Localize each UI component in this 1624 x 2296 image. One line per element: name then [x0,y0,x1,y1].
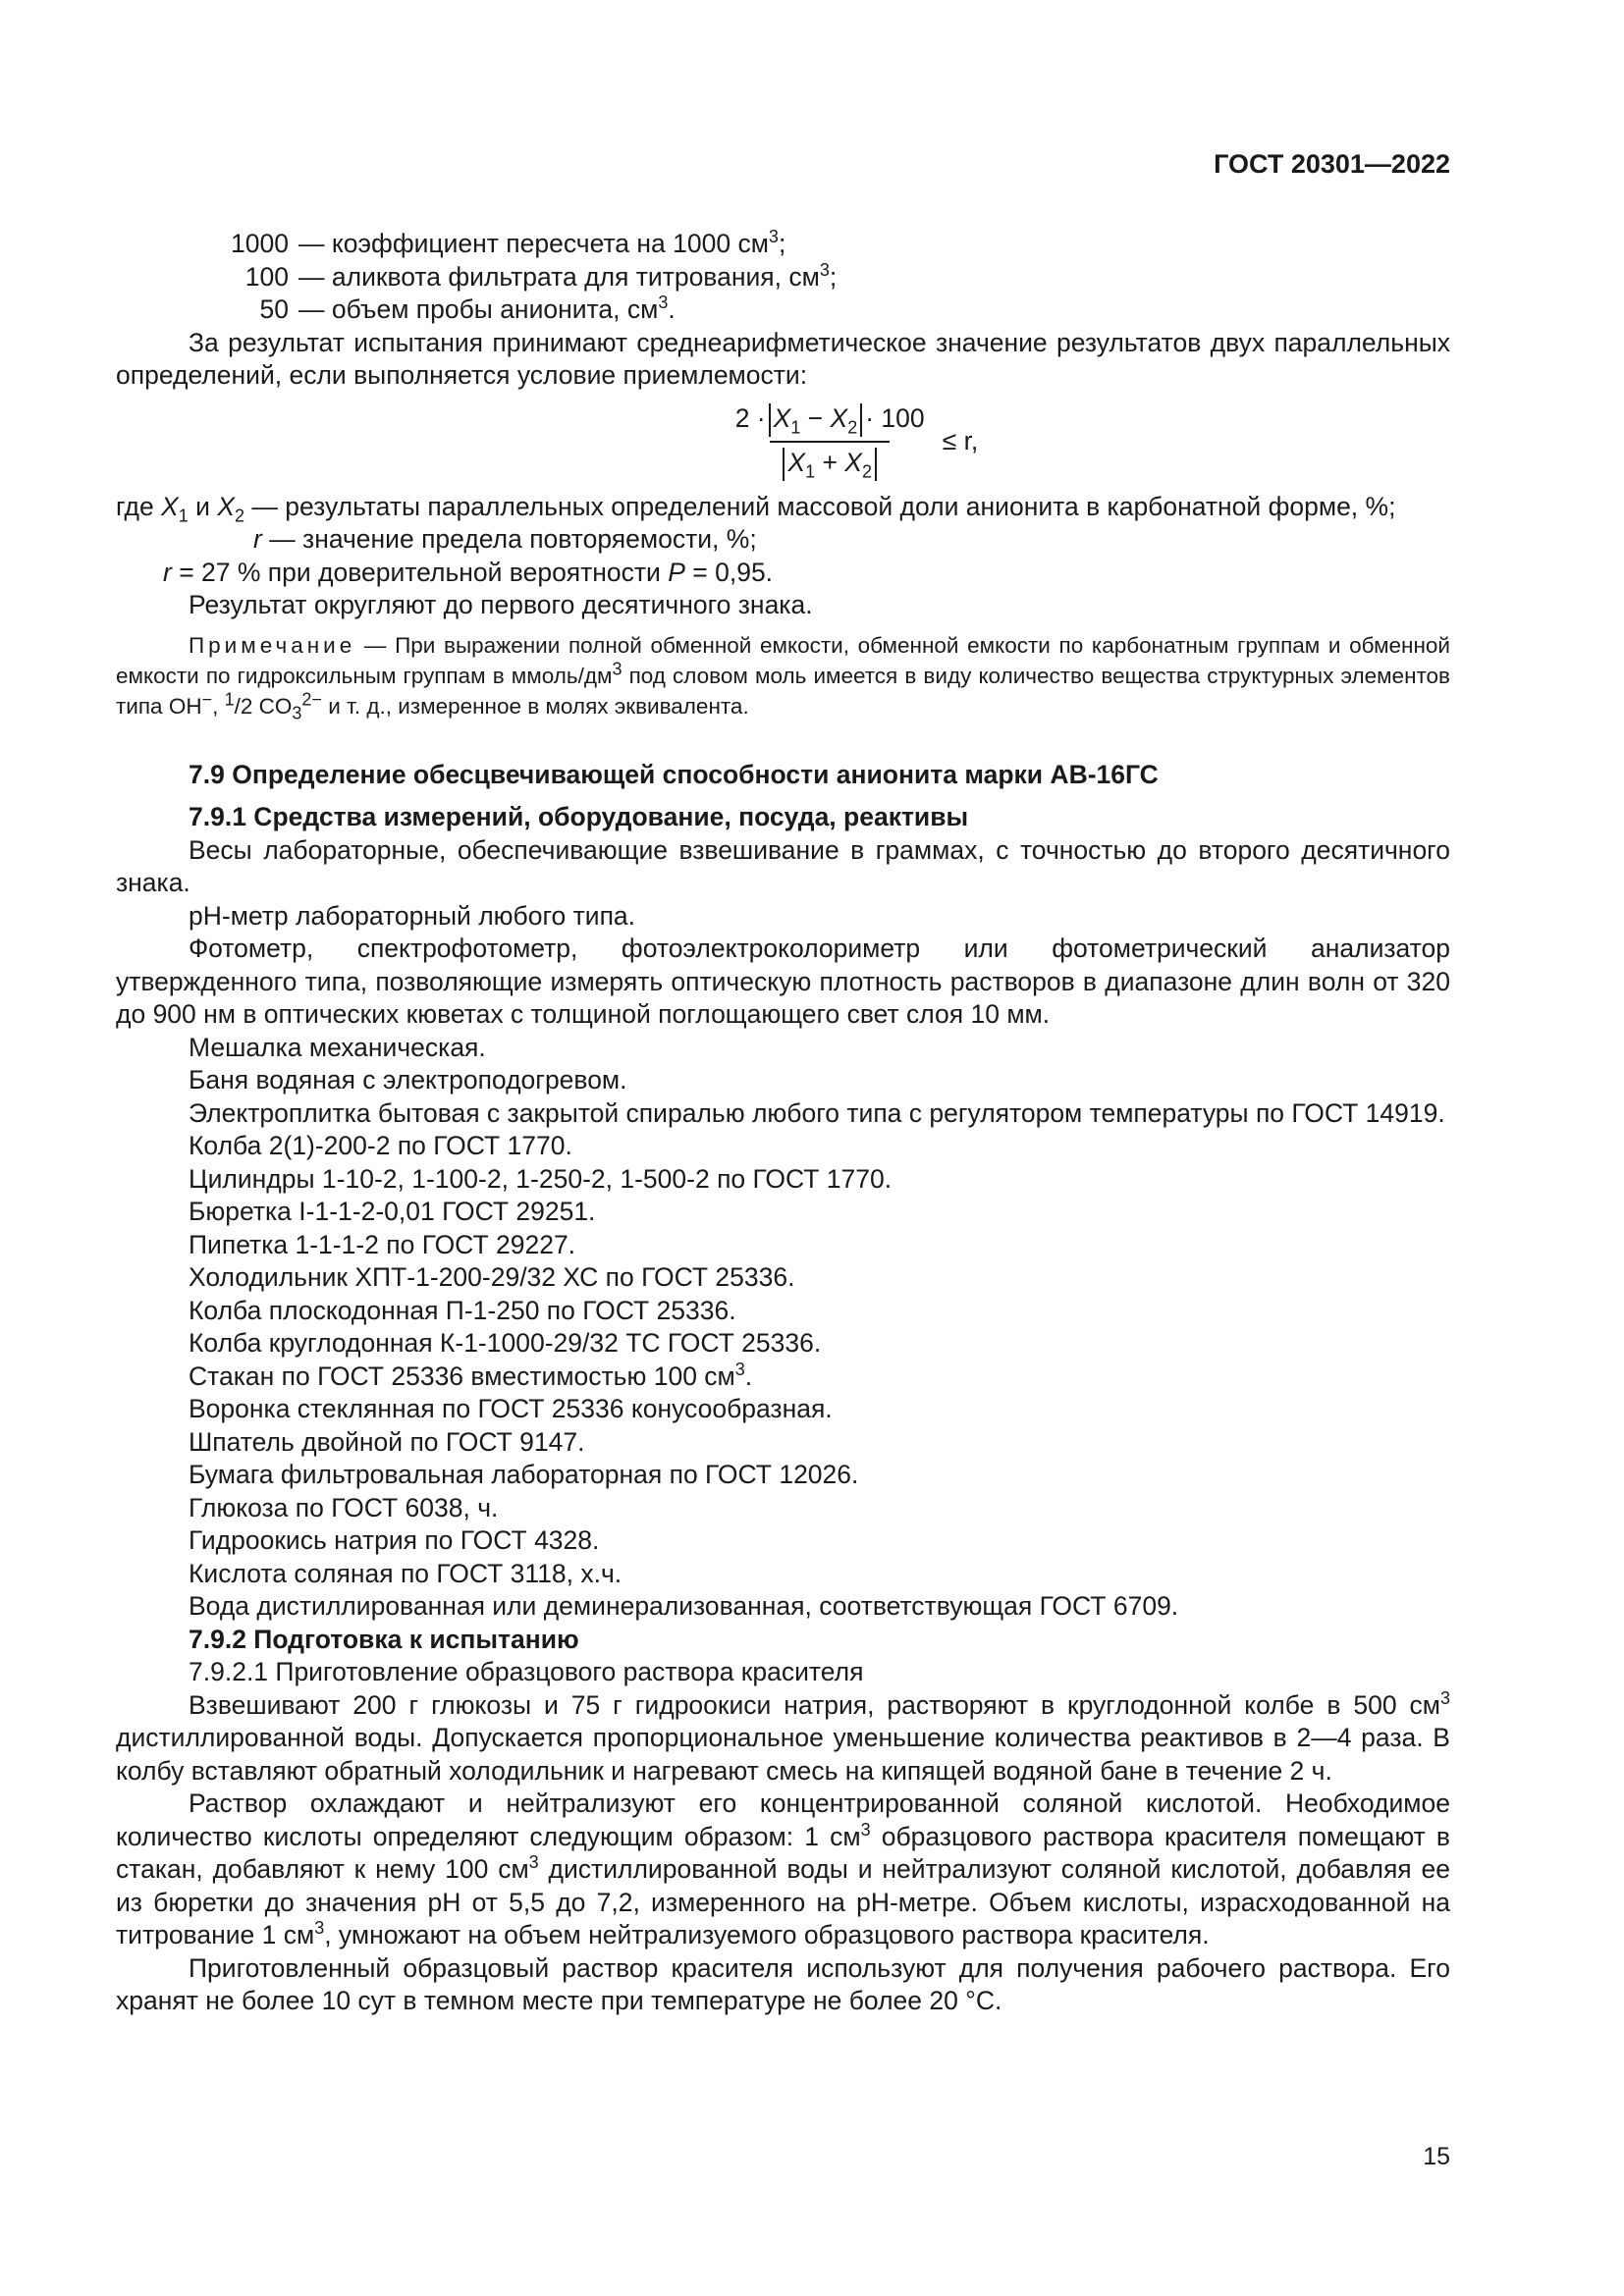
note: Примечание — При выражении полной обменной емкости, обменной емкости по карбонатным группам и обменной емкости по гидроксильным группам в ммоль/$дм^3$ под словом моль имеется в виду количество вещества структурных элементов типа OH−, $^1$/2 $CO_3^{2-}$ и т. д., измеренное в молях эквивалента. [116,632,1451,722]
list-item: Колба плоскодонная П-1-250 по ГОСТ 25336. [189,1295,736,1325]
legend-item [116,261,1450,294]
equipment-stirrer: Мешалка механическая. [189,1032,486,1062]
legend-item [116,228,1450,261]
prep-paragraph-1: Взвешивают 200 г глюкозы и 75 г гидроокиси натрия, растворяют в круглодонной колбе в 500 $см^3$ дистиллированной воды. Допускается пропорциональное уменьшение количества реактивов в 2—4 раза. В колбу вставляют обратный холодильник и нагревают смесь на кипящей водяной бане в течение 2 ч. [116,1687,1450,1786]
list-item: Колба 2(1)-200-2 по ГОСТ 1770. [189,1131,572,1160]
where-definition: где $X_1$ и $X_2$ — результаты параллельных определений массовой доли анионита в карбонатной форме, %; [116,491,1396,525]
equipment-photometer: Фотометр, спектрофотометр, фотоэлектроколориметр или фотометрический анализатор утвержденного типа, позволяющие измерять оптическую плотность растворов в диапазоне длин волн от 320 до 900 нм в оптических кюветах с толщиной поглощающего свет слоя 10 мм. [116,934,1450,1029]
list-item: Шпатель двойной по ГОСТ 9147. [189,1426,585,1457]
list-item: Глюкоза по ГОСТ 6038, ч. [189,1492,499,1522]
note-label: Примечание [189,632,356,658]
equipment-scales: Весы лабораторные, обеспечивающие взвешивание в граммах, с точностью до второго десятичного знака. [116,834,1450,897]
acceptability-formula [116,402,1450,481]
list-item: Пипетка 1-1-1-2 по ГОСТ 29227. [189,1229,576,1259]
section-heading-7-9-1: 7.9.1 Средства измерений, оборудование, посуда, реактивы [189,802,969,831]
legend-number: 100 [244,261,289,292]
list-item: Вода дистиллированная или деминерализованная, соответствующая ГОСТ 6709. [189,1591,1179,1621]
formula-denominator: $X_1 + X_2$ [770,441,890,481]
legend-number: 50 [259,294,289,324]
prep-paragraph-2: Раствор охлаждают и нейтрализуют его концентрированной соляной кислотой. Необходимое количество кислоты определяют следующим образом: 1 $см^3$ образцового раствора красителя помещают в стакан, добавляют к нему 100 $см^3$ дистиллированной воды и нейтрализуют соляной кислотой, добавляя ее из бюретки до значения pH от 5,5 до 7,2, измеренного на pH-метре. Объем кислоты, израсходованной на титрование 1 $см^3$, умножают на объем нейтрализуемого образцового раствора красителя. [116,1789,1450,1949]
formula-legend [116,228,1450,327]
list-item: Гидроокись натрия по ГОСТ 4328. [189,1525,600,1555]
legend-number: 1000 [231,229,289,258]
formula-condition: ≤ r, [942,425,979,455]
list-item: Стакан по ГОСТ 25336 вместимостью 100 $см^3$. [189,1359,753,1391]
section-heading-7-9-2-1: 7.9.2.1 Приготовление образцового раствора красителя [189,1657,864,1686]
paragraph-result: За результат испытания принимают среднеарифметическое значение результатов двух параллельных определений, если выполняется условие приемлемости: [116,327,1450,390]
legend-text: — аликвота фильтрата для титрования, $см^3$; [298,259,838,292]
list-item: Бумага фильтровальная лабораторная по ГОСТ 12026. [189,1460,859,1489]
legend-item [116,294,1450,327]
list-item: Холодильник ХПТ-1-200-29/32 ХС по ГОСТ 25336. [189,1262,795,1292]
document-code: ГОСТ 20301—2022 [1214,149,1450,179]
equipment-ph-meter: pH-метр лабораторный любого типа. [189,900,636,931]
paragraph-round: Результат округляют до первого десятичного знака. [189,590,813,619]
page-number: 15 [1423,2143,1450,2170]
section-heading-7-9-2: 7.9.2 Подготовка к испытанию [189,1624,579,1654]
list-item: Бюретка I-1-1-2-0,01 ГОСТ 29251. [189,1197,596,1226]
r-definition: r — значение предела повторяемости, %; [253,524,757,554]
list-item: Цилиндры 1-10-2, 1-100-2, 1-250-2, 1-500-2 по ГОСТ 1770. [189,1163,893,1194]
list-item: Кислота соляная по ГОСТ 3118, х.ч. [189,1558,623,1588]
page-body [116,228,1450,2018]
legend-text: — объем пробы анионита, $см^3$. [298,293,676,324]
equipment-bath: Баня водяная с электроподогревом. [189,1065,627,1095]
legend-text: — коэффициент пересчета на 1000 $см^3$; [298,227,786,258]
list-item: Воронка стеклянная по ГОСТ 25336 конусообразная. [189,1394,833,1423]
formula-fraction [726,402,935,481]
section-heading-7-9: 7.9 Определение обесцвечивающей способности анионита марки АВ-16ГС [189,759,1159,789]
r-value: r = 27 % при доверительной вероятности P = 0,95. [163,557,774,587]
prep-paragraph-3: Приготовленный образцовый раствор красителя используют для получения рабочего раствора. Его хранят не более 10 сут в темном месте при температуре не более 20 °С. [116,1952,1450,2015]
formula-numerator: $2 \cdot X_1 - X_2 \cdot 100$ [734,402,925,437]
list-item: Колба круглодонная К-1-1000-29/32 ТС ГОСТ 25336. [189,1328,822,1358]
equipment-hotplate: Электроплитка бытовая с закрытой спиралью любого типа с регулятором температуры по ГОСТ 14919. [189,1097,1445,1128]
